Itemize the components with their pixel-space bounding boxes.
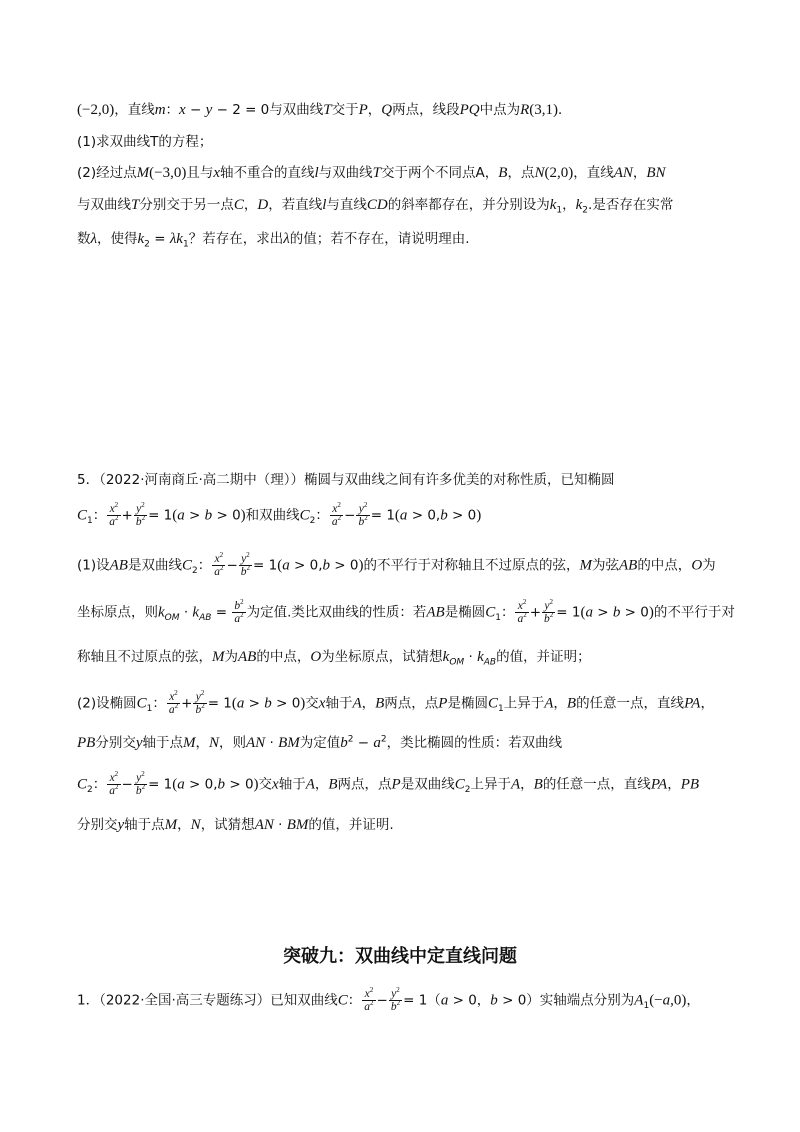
problem-4-line-4: 与双曲线T分别交于另一点C，D，若直线l与直线CD的斜率都存在，并分别设为$k_1$，$k_2$.是否存在实常 (77, 197, 674, 216)
problem-4-line-5: 数λ，使得$k_2 = \lambda k_1$？若存在，求出λ的值；若不存在，请说明理由. (77, 231, 470, 250)
problem-6-line-1: 1．（2022·全国·高三专题练习）已知双曲线C： $\frac{x^2}{a^2}$ − $\frac{y^2}{b^2}$ = 1（a > 0，b > 0）实轴端点分别为$A_1(-a,0)$， (77, 986, 700, 1013)
problem-5-line-2: $C_1$： $\frac{x^2}{a^2}$ + $\frac{y^2}{b^2}$ = 1(a > b > 0)和双曲线$C_2$： $\frac{x^2}{a^2}$ − $\frac{y^2}{b^2}$ = 1(a > 0,b > 0) (77, 501, 482, 528)
problem-5-line-5: 称轴且不过原点的弦，M为AB的中点，O为坐标原点，试猜想$k_{OM} \cdot k_{AB}$的值，并证明； (77, 649, 591, 668)
section-heading: 突破九：双曲线中定直线问题 (283, 946, 517, 967)
problem-4-line-2: (1)求双曲线T的方程； (77, 134, 213, 150)
problem-4-line-3: (2)经过点M(−3,0)且与x轴不重合的直线l与双曲线T交于两个不同点A，B，点N(2,0)，直线AN，BN (77, 165, 666, 181)
problem-4-line-1: (−2,0)，直线m：x − y − 2 = 0与双曲线T交于P，Q两点，线段PQ中点为R(3,1)． (77, 102, 572, 118)
problem-5-line-7: PB分别交y轴于点M，N，则AN · BM为定值$b^2 - a^2$，类比椭圆的性质：若双曲线 (77, 734, 563, 751)
problem-5-line-3: (1)设AB是双曲线$C_2$： $\frac{x^2}{a^2}$ − $\frac{y^2}{b^2}$ = 1(a > 0,b > 0)的不平行于对称轴且不过原点的弦，M为弦AB的中点，O为 (77, 551, 716, 578)
problem-5-line-6: (2)设椭圆$C_1$： $\frac{x^2}{a^2}$ + $\frac{y^2}{b^2}$ = 1(a > b > 0)交x轴于A，B两点，点P是椭圆$C_1$上异于A，B的任意一点，直线PA， (77, 689, 714, 716)
problem-5-line-8: $C_2$： $\frac{x^2}{a^2}$ − $\frac{y^2}{b^2}$ = 1(a > 0,b > 0)交x轴于A，B两点，点P是双曲线$C_2$上异于A，B的任意一点，直线PA，PB (77, 770, 700, 797)
problem-5-line-1: 5．（2022·河南商丘·高二期中（理））椭圆与双曲线之间有许多优美的对称性质，已知椭圆 (77, 472, 615, 488)
problem-5-line-9: 分别交y轴于点M，N，试猜想AN · BM的值，并证明. (77, 817, 394, 833)
problem-5-line-4: 坐标原点，则$k_{OM} \cdot k_{AB}$ = $\frac{b^2}{a^2}$ 为定值.类比双曲线的性质：若AB是椭圆$C_1$： $\frac{x^2}{a^2}$ + $\frac{y^2}{b^2}$ = 1(a > b > 0)的不平行于对 (77, 598, 735, 625)
